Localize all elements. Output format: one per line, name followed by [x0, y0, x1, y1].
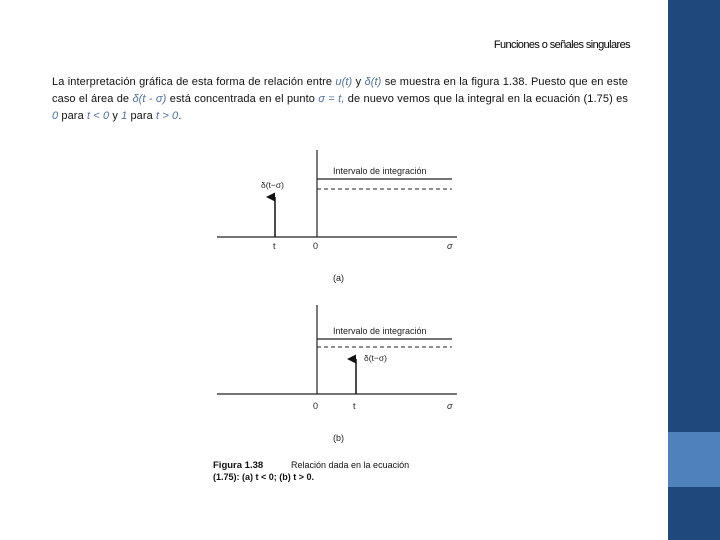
- impulse-label-b: δ(t−σ): [364, 353, 387, 363]
- zero-label-b: 0: [313, 401, 319, 411]
- interval-label-b: Intervalo de integración: [333, 326, 427, 336]
- caption-description: Relación dada en la ecuación: [291, 460, 410, 470]
- interval-label-a: Intervalo de integración: [333, 166, 427, 176]
- zero-label-a: 0: [313, 241, 319, 251]
- t-label-b: t: [353, 401, 356, 411]
- sidebar-decoration: [665, 0, 720, 540]
- panel-b-label: (b): [333, 433, 344, 443]
- text-segment: y: [352, 76, 365, 88]
- math-sigma-eq: σ = t,: [318, 93, 345, 105]
- text-segment: de nuevo vemos que la integral en la ecuación (1.75) es: [344, 93, 628, 105]
- panel-a-label: (a): [333, 273, 344, 283]
- text-segment: .: [178, 110, 182, 122]
- impulse-label-a: δ(t−σ): [261, 180, 284, 190]
- math-u-t: u(t): [335, 76, 353, 88]
- math-one: 1: [121, 110, 128, 122]
- text-segment: para: [127, 110, 157, 122]
- math-delta-t: δ(t): [364, 76, 382, 88]
- text-segment: para: [58, 110, 87, 122]
- figure-svg: [205, 145, 460, 485]
- slide-title: Funciones o señales singulares: [493, 39, 630, 51]
- caption-line-2: (1.75): (a) t < 0; (b) t > 0.: [213, 472, 315, 482]
- text-segment: se muestra en la figura 1.38. Puesto que en este caso el área de: [52, 76, 628, 105]
- sidebar-accent-block: [668, 432, 720, 487]
- text-segment: La interpretación gráfica de esta forma de relación entre: [52, 76, 336, 88]
- body-paragraph: [52, 74, 628, 125]
- text-segment: y: [109, 110, 122, 122]
- math-t-lt: t < 0: [86, 110, 110, 122]
- text-segment: está concentrada en el punto: [166, 93, 319, 105]
- caption-figure-number: Figura 1.38: [213, 460, 264, 471]
- math-t-gt: t > 0: [156, 110, 179, 122]
- sigma-label-a: σ: [447, 241, 453, 251]
- sigma-label-b: σ: [447, 401, 453, 411]
- t-label-a: t: [273, 241, 276, 251]
- math-delta-shift: δ(t - σ): [132, 93, 167, 105]
- math-zero: 0: [52, 110, 59, 122]
- figure-1-38: [205, 145, 460, 485]
